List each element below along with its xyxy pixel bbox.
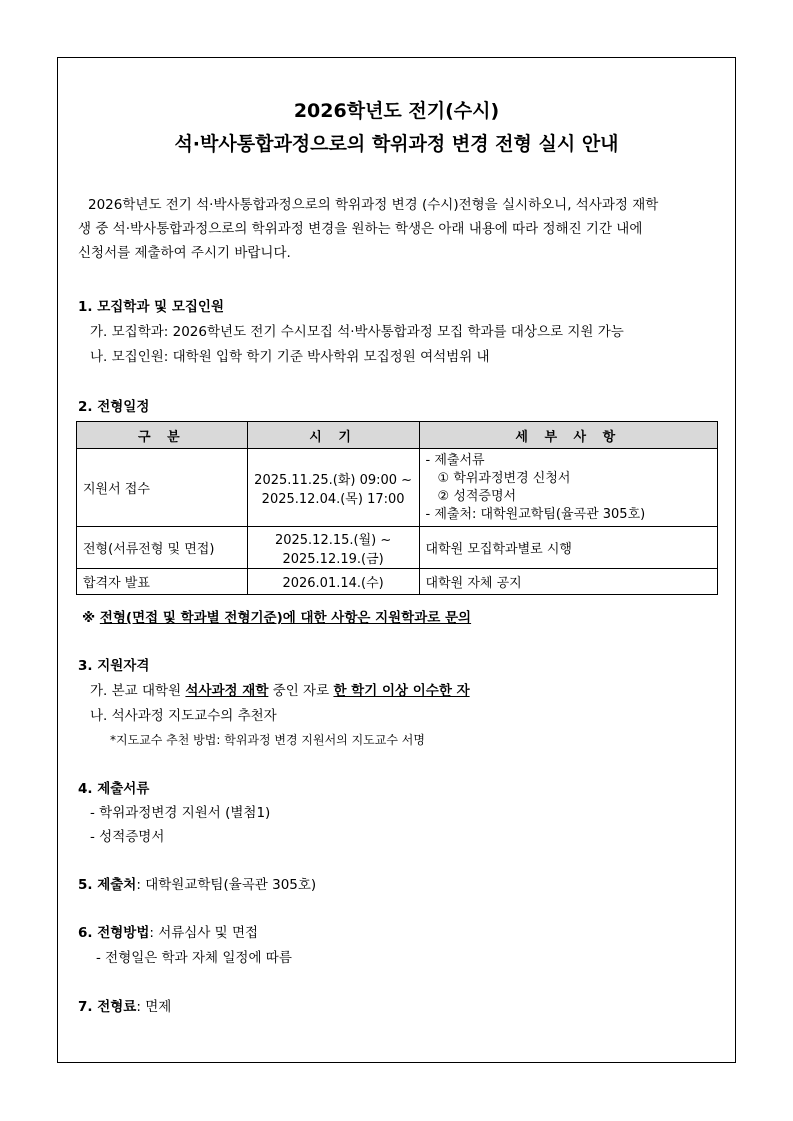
section-5-label: 5. 제출처 [78, 877, 137, 893]
section-6 [78, 921, 258, 941]
section-1-heading: 1. 모집학과 및 모집인원 [78, 299, 224, 315]
table-row [77, 449, 718, 527]
screening-date-start: 2025.12.15.(월) ~ [274, 532, 392, 548]
detail-doc-2: ② 성적증명서 [437, 488, 517, 504]
schedule-note [82, 606, 471, 626]
screening-date-end: 2025.12.19.(금) [282, 551, 384, 567]
section-4-heading: 4. 제출서류 [78, 781, 150, 797]
item-a-emphasis-1: 석사과정 재학 [185, 683, 269, 699]
table-row [77, 527, 718, 569]
row-application-period [247, 449, 419, 527]
schedule-header-row [77, 422, 718, 449]
section-7 [78, 995, 171, 1015]
item-a-prefix: 가. 본교 대학원 [90, 683, 182, 699]
title-line-1: 2026학년도 전기(수시) [293, 100, 500, 122]
section-1-item-b: 나. 모집인원: 대학원 입학 학기 기준 박사학위 모집정원 여석범위 내 [90, 349, 490, 365]
row-application-details [419, 449, 717, 527]
title-line-2: 석·박사통합과정으로의 학위과정 변경 전형 실시 안내 [174, 133, 619, 155]
header-details: 세 부 사 항 [419, 422, 717, 449]
intro-line-1: 2026학년도 전기 석·박사통합과정으로의 학위과정 변경 (수시)전형을 실시하오니, 석사과정 재학 [88, 197, 659, 213]
section-5-value: : 대학원교학팀(율곡관 305호) [136, 877, 317, 893]
section-7-value: : 면제 [136, 999, 172, 1015]
row-screening-period [247, 527, 419, 569]
row-screening-label: 전형(서류전형 및 면접) [77, 527, 248, 569]
intro-line-2: 생 중 석·박사통합과정으로의 학위과정 변경을 원하는 학생은 아래 내용에 따라 정해진 기간 내에 [78, 221, 643, 237]
section-4-item-a: - 학위과정변경 지원서 (별첨1) [90, 805, 271, 821]
section-1-item-a: 가. 모집학과: 2026학년도 전기 수시모집 석·박사통합과정 모집 학과를 대상으로 지원 가능 [90, 324, 624, 340]
note-mark: ※ [82, 610, 96, 626]
detail-submit-place: - 제출처: 대학원교학팀(율곡관 305호) [425, 506, 646, 522]
section-6-value: : 서류심사 및 면접 [149, 925, 259, 941]
header-period: 시 기 [247, 422, 419, 449]
application-date-start: 2025.11.25.(화) 09:00 ~ [254, 472, 413, 488]
row-screening-details: 대학원 모집학과별로 시행 [419, 527, 717, 569]
section-3-item-b: 나. 석사과정 지도교수의 추천자 [90, 708, 277, 724]
section-6-label: 6. 전형방법 [78, 925, 150, 941]
section-2-heading: 2. 전형일정 [78, 399, 150, 415]
table-row [77, 569, 718, 595]
detail-docs: - 제출서류 [425, 452, 485, 468]
item-a-middle: 중인 자로 [272, 683, 330, 699]
section-5 [78, 873, 316, 893]
detail-doc-1: ① 학위과정변경 신청서 [437, 470, 571, 486]
intro-line-3: 신청서를 제출하여 주시기 바랍니다. [78, 245, 291, 261]
row-announce-label: 합격자 발표 [77, 569, 248, 595]
section-3-item-a [90, 679, 470, 699]
section-3-note: *지도교수 추천 방법: 학위과정 변경 지원서의 지도교수 서명 [110, 733, 425, 747]
section-4-item-b: - 성적증명서 [90, 829, 165, 845]
header-category: 구 분 [77, 422, 248, 449]
item-a-emphasis-2: 한 학기 이상 이수한 자 [333, 683, 470, 699]
section-6-sub: - 전형일은 학과 자체 일정에 따름 [96, 950, 292, 966]
row-announce-details: 대학원 자체 공지 [419, 569, 717, 595]
row-application-label: 지원서 접수 [77, 449, 248, 527]
row-announce-date: 2026.01.14.(수) [247, 569, 419, 595]
application-date-end: 2025.12.04.(목) 17:00 [261, 491, 405, 507]
note-text: 전형(면접 및 학과별 전형기준)에 대한 사항은 지원학과로 문의 [99, 610, 472, 626]
section-7-label: 7. 전형료 [78, 999, 137, 1015]
schedule-table [76, 421, 718, 595]
section-3-heading: 3. 지원자격 [78, 658, 150, 674]
